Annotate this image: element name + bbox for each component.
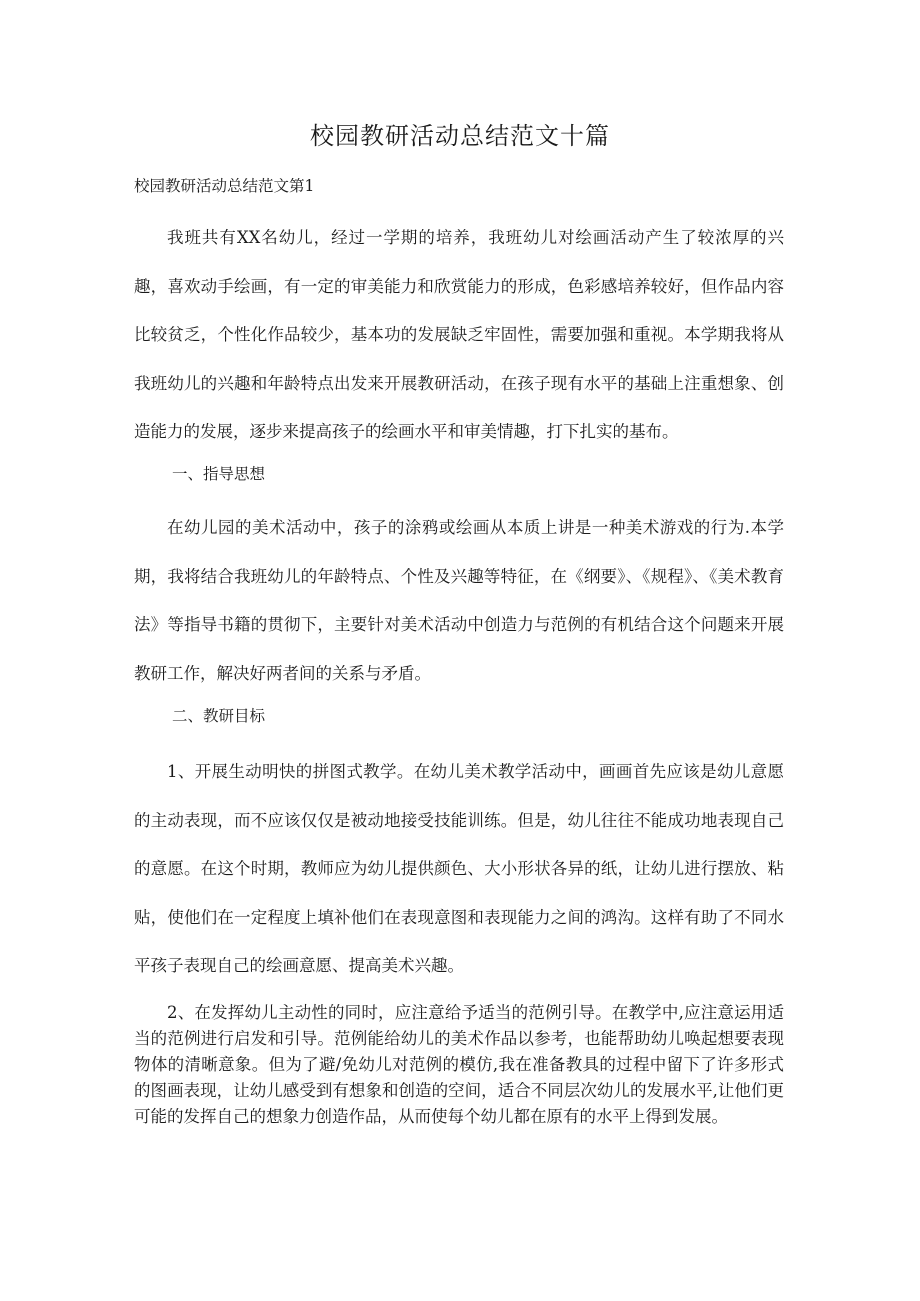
paragraph-class-overview: 我班共有XX名幼儿，经过一学期的培养，我班幼儿对绘画活动产生了较浓厚的兴趣，喜欢动手绘画，有一定的审美能力和欣赏能力的形成，色彩感培养较好，但作品内容比较贫乏，个性化作品较少，基本功的发展缺乏牢固性，需要加强和重视。本学期我将从我班幼儿的兴趣和年龄特点出发来开展教研活动，在孩子现有水平的基础上注重想象、创造能力的发展，逐步来提高孩子的绘画水平和审美情趣，打下扎实的基布。 [134, 228, 784, 442]
paragraph-goal-1: 1、开展生动明快的拼图式教学。在幼儿美术教学活动中，画画首先应该是幼儿意愿的主动表现，而不应该仅仅是被动地接受技能训练。但是，幼儿往往不能成功地表现自己的意愿。在这个时期，教师应为幼儿提供颜色、大小形状各异的纸，让幼儿进行摆放、粘贴，使他们在一定程度上填补他们在表现意图和表现能力之间的鸿沟。这样有助了不同水平孩子表现自己的绘画意愿、提高美术兴趣。 [134, 762, 784, 976]
paragraph-guiding-ideology: 在幼儿园的美术活动中，孩子的涂鸦或绘画从本质上讲是一种美术游戏的行为.本学期，我将结合我班幼儿的年龄特点、个性及兴趣等特征，在《纲要》、《规程》、《美术教育法》等指导书籍的贯彻下，主要针对美术活动中创造力与范例的有机结合这个问题来开展教研工作，解决好两者间的关系与矛盾。 [134, 518, 784, 683]
section-heading-guiding-ideology: 一、指导思想 [172, 465, 266, 483]
document-subtitle: 校园教研活动总结范文第1 [134, 177, 315, 195]
section-heading-research-goals: 二、教研目标 [172, 707, 266, 725]
document-title: 校园教研活动总结范文十篇 [310, 122, 610, 150]
paragraph-goal-2: 2、在发挥幼儿主动性的同时，应注意给予适当的范例引导。在教学中,应注意运用适当的范例进行启发和引导。范例能给幼儿的美术作品以参考，也能帮助幼儿唤起想要表现物体的清晰意象。但为了避/免幼儿对范例的模仿,我在准备教具的过程中留下了许多形式的图画表现，让幼儿感受到有想象和创造的空间，适合不同层次幼儿的发展水平,让他们更可能的发挥自己的想象力创造作品，从而使每个幼儿都在原有的水平上得到发展。 [134, 1003, 784, 1126]
